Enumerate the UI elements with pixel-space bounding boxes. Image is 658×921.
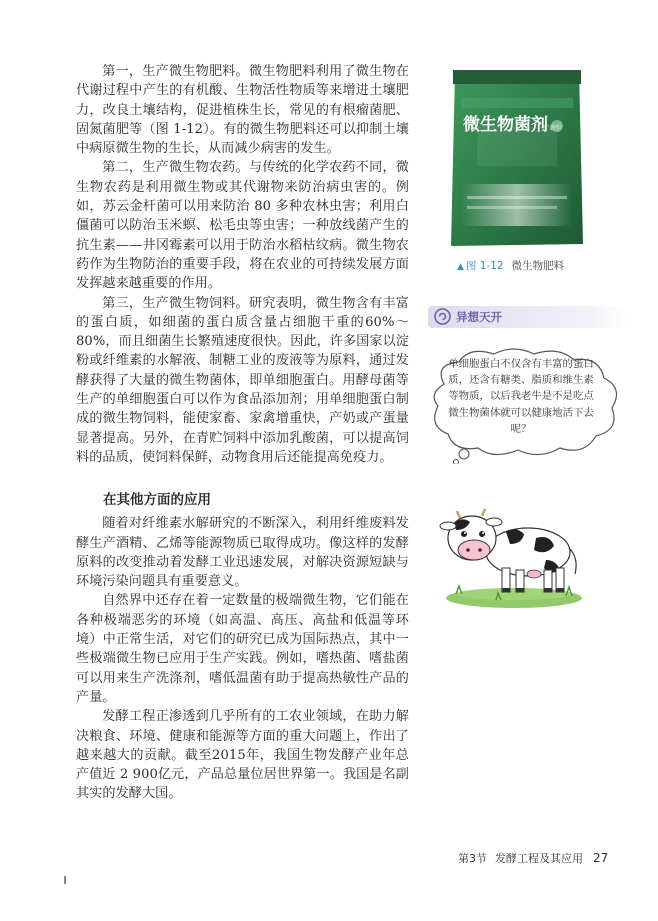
package-subtitle: 广谱型 xyxy=(543,125,562,132)
cow-illustration xyxy=(436,490,588,612)
package-title: 微生物菌剂 xyxy=(463,115,548,135)
spiral-icon xyxy=(434,308,451,325)
paragraph-microbial-feed: 第三，生产微生物饲料。研究表明，微生物含有丰富的蛋白质，如细菌的蛋白质含量占细胞干重的60%～80%，而且细菌生长繁殖速度很快。因此，许多国家以淀粉或纤维素的水解液、制糖工业的废液等为原料，通过发酵获得了大量的微生物菌体，即单细胞蛋白。用酵母菌等生产的单细胞蛋白可以作为食品添加剂；用单细胞蛋白制成的微生物饲料，能使家畜、家禽增重快，产奶或产蛋量显著提高。另外，在青贮饲料中添加乳酸菌，可以提高饲料的品质，使饲料保鲜，动物食用后还能提高免疫力。 xyxy=(76,295,409,465)
banner-title: 异想天开 xyxy=(456,310,502,324)
paragraph-fermentation-industry: 发酵工程正渗透到几乎所有的工农业领域，在助力解决粮食、环境、健康和能源等方面的重大问题上，作出了越来越大的贡献。截至2015年，我国生物发酵产业年总产值近 2 900亿元，产品总量位居世界第一。我国是名副其实的发酵大国。 xyxy=(76,709,409,802)
footer-section: 第3节 xyxy=(458,852,487,865)
footer-chapter-title: 发酵工程及其应用 xyxy=(495,852,583,865)
section-heading: 在其他方面的应用 xyxy=(103,492,211,509)
paragraph-extremophiles: 自然界中还存在着一定数量的极端微生物，它们能在各种极端恶劣的环境（如高温、高压、高盐和低温等环境）中正常生活，对它们的研究已成为国际热点，其中一些极端微生物已应用于生产实践。例如，嗜热菌、嗜盐菌可以用来生产洗涤剂，嗜低温菌有助于提高热敏性产品的产量。 xyxy=(76,593,409,705)
caption-triangle-icon: ▲ xyxy=(457,262,464,272)
page-footer xyxy=(458,850,608,866)
paragraph-microbial-fertilizer: 第一，生产微生物肥料。微生物肥料利用了微生物在代谢过程中产生的有机酸、生物活性物质等来增进土壤肥力，改良土壤结构，促进植株生长，常见的有根瘤菌肥、固氮菌肥等（图 1-12）。有的微生物肥料还可以抑制土壤中病原微生物的生长，从而减少病害的发生。 xyxy=(76,64,409,157)
imagination-banner xyxy=(428,306,628,328)
thought-bubble-text: 单细胞蛋白不仅含有丰富的蛋白质，还含有糖类、脂质和维生素等物质，以后我老牛是不是吃点微生物菌体就可以健康地活下去呢？ xyxy=(448,358,594,435)
paragraph-cellulose: 随着对纤维素水解研究的不断深入，利用纤维废料发酵生产酒精、乙烯等能源物质已取得成功。像这样的发酵原料的改变推动着发酵工业迅速发展，对解决资源短缺与环境污染问题具有重要意义。 xyxy=(76,516,409,590)
paragraph-microbial-pesticide: 第二，生产微生物农药。与传统的化学农药不同，微生物农药是利用微生物或其代谢物来防治病虫害的。例如，苏云金杆菌可以用来防治 80 多种农林虫害；利用白僵菌可以防治玉米螟、松毛虫等虫害；一种放线菌产生的抗生素——井冈霉素可以用于防治水稻枯纹病。微生物农药作为生物防治的重要手段，将在农业的可持续发展方面发挥越来越重要的作用。 xyxy=(76,160,409,292)
figure-caption-text: 微生物肥料 xyxy=(511,260,565,272)
figure-caption xyxy=(457,258,564,273)
main-text-column xyxy=(76,62,409,804)
figure-number: 图 1-12 xyxy=(465,260,504,272)
crop-mark xyxy=(64,876,66,884)
page-number: 27 xyxy=(593,851,609,865)
fertilizer-package-image xyxy=(447,66,587,251)
